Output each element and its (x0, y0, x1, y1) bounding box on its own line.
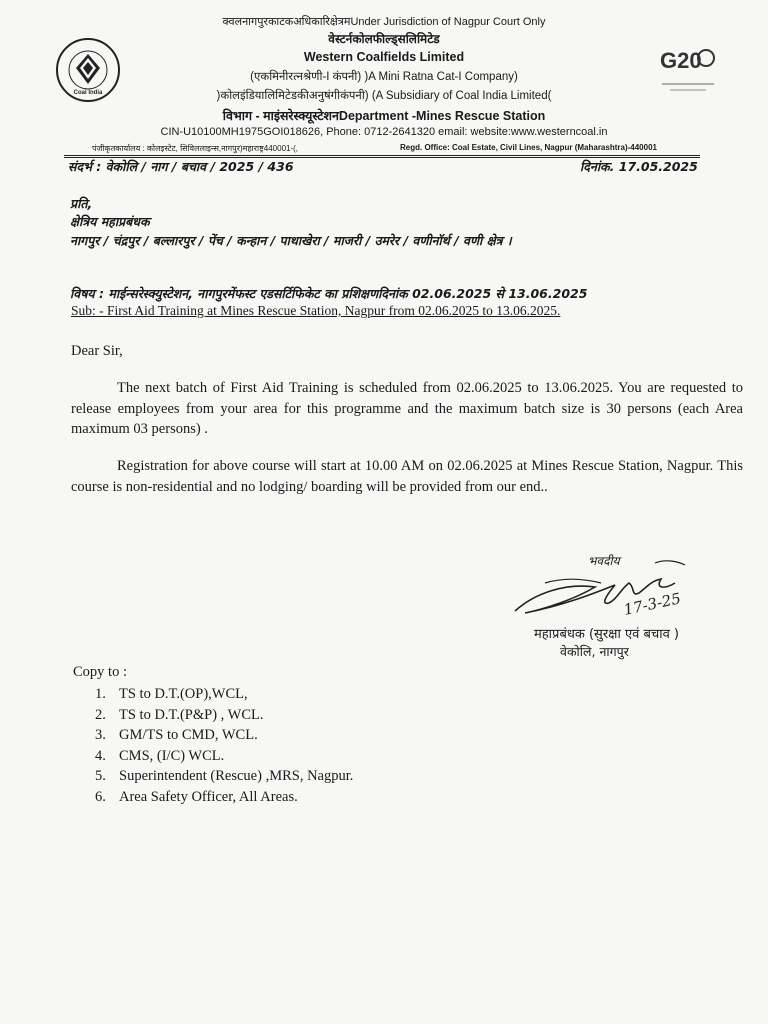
signature-date: 17-3-25 (622, 589, 683, 619)
letter-date: दिनांक. 17.05.2025 (580, 159, 698, 174)
subject-english: Sub: - First Aid Training at Mines Rescue Station, Nagpur from 02.06.2025 to 13.06.2025. (71, 303, 561, 318)
list-item: 2. TS to D.T.(P&P) , WCL. (95, 706, 264, 723)
company-name-hindi: वेस्टर्नकोलफील्ड्सलिमिटेड (328, 32, 440, 46)
body-paragraph-2: Registration for above course will start at 10.00 AM on 02.06.2025 at Mines Rescue Station, Nagpur. This course is non-residential and no lodging/ boarding will be provided from our end.. (71, 458, 743, 495)
company-name-english: Western Coalfields Limited (303, 50, 465, 64)
list-item: 5. Superintendent (Rescue) ,MRS, Nagpur. (95, 768, 354, 785)
copy-to-list (95, 684, 353, 808)
registered-office-english: Regd. Office: Coal Estate, Civil Lines, Nagpur (Maharashtra)-440001 (400, 143, 657, 152)
jurisdiction-line: क्वलनागपुरकाटकअधिकारिक्षेत्रमUnder Jurisdiction of Nagpur Court Only (222, 16, 546, 28)
coal-india-logo (56, 38, 120, 102)
cin-contact-line: CIN-U10100MH1975GOI018626, Phone: 0712-2641320 email: website:www.westerncoal.in (160, 126, 608, 138)
closing-word: भवदीय (588, 554, 620, 568)
body-paragraph-1: The next batch of First Aid Training is scheduled from 02.06.2025 to 13.06.2025. You are requested to release employees from your area for this programme and the maximum batch size is 30 persons (each Area maximum 03 persons) . (71, 380, 743, 437)
g20-logo (656, 40, 720, 100)
registered-office-hindi: पंजीकृतकार्यालय : कोलइस्टेट, सिविललाइन्स,नागपुर)महाराष्ट्र440001-(, (92, 144, 299, 153)
list-item: 6. Area Safety Officer, All Areas. (95, 788, 298, 805)
letterhead-divider-top (64, 155, 700, 156)
recipient-to: प्रति, (70, 196, 93, 211)
handwritten-signature (505, 553, 725, 628)
mini-ratna-line: (एकमिनीरत्नश्रेणी-I कंपनी) )A Mini Ratna Cat-I Company) (250, 71, 518, 83)
salutation: Dear Sir, (71, 343, 123, 359)
g20-text: G20 (660, 48, 702, 73)
recipient-title: क्षेत्रिय महाप्रबंधक (70, 214, 150, 229)
signatory-designation: महाप्रबंधक (सुरक्षा एवं बचाव ) (534, 627, 679, 642)
recipient-areas: नागपुर / चंद्रपुर / बल्लारपुर / पेंच / कन्हान / पाथाखेरा / माजरी / उमरेर / वणीनॉर्थ / वणी क्षेत्र । (70, 233, 512, 248)
reference-number: संदर्भ : वेकोलि / नाग / बचाव / 2025 / 436 (68, 159, 294, 174)
copy-to-heading: Copy to : (73, 664, 127, 680)
department-line: विभाग - माइंसरेस्क्यूस्टेशनDepartment -Mines Rescue Station (222, 109, 546, 123)
subsidiary-line: )कोलइंडियालिमिटेडकीअनुषंगीकंपनी) (A Subsidiary of Coal India Limited( (216, 90, 552, 102)
list-item: 1. TS to D.T.(OP),WCL, (95, 686, 248, 702)
list-item: 3. GM/TS to CMD, WCL. (95, 727, 258, 744)
list-item: 4. CMS, (I/C) WCL. (95, 747, 225, 764)
subject-hindi: विषय : माईन्सरेस्क्युस्टेशन, नागपुरमेंफस्ट एडसर्टिफिकेट का प्रशिक्षणदिनांक 02.06.2025 से 13.06.2025 (70, 286, 588, 301)
signatory-organisation: वेकोलि, नागपुर (560, 644, 629, 659)
logo-caption: Coal India (73, 90, 103, 96)
coal-india-emblem-icon (60, 42, 116, 98)
